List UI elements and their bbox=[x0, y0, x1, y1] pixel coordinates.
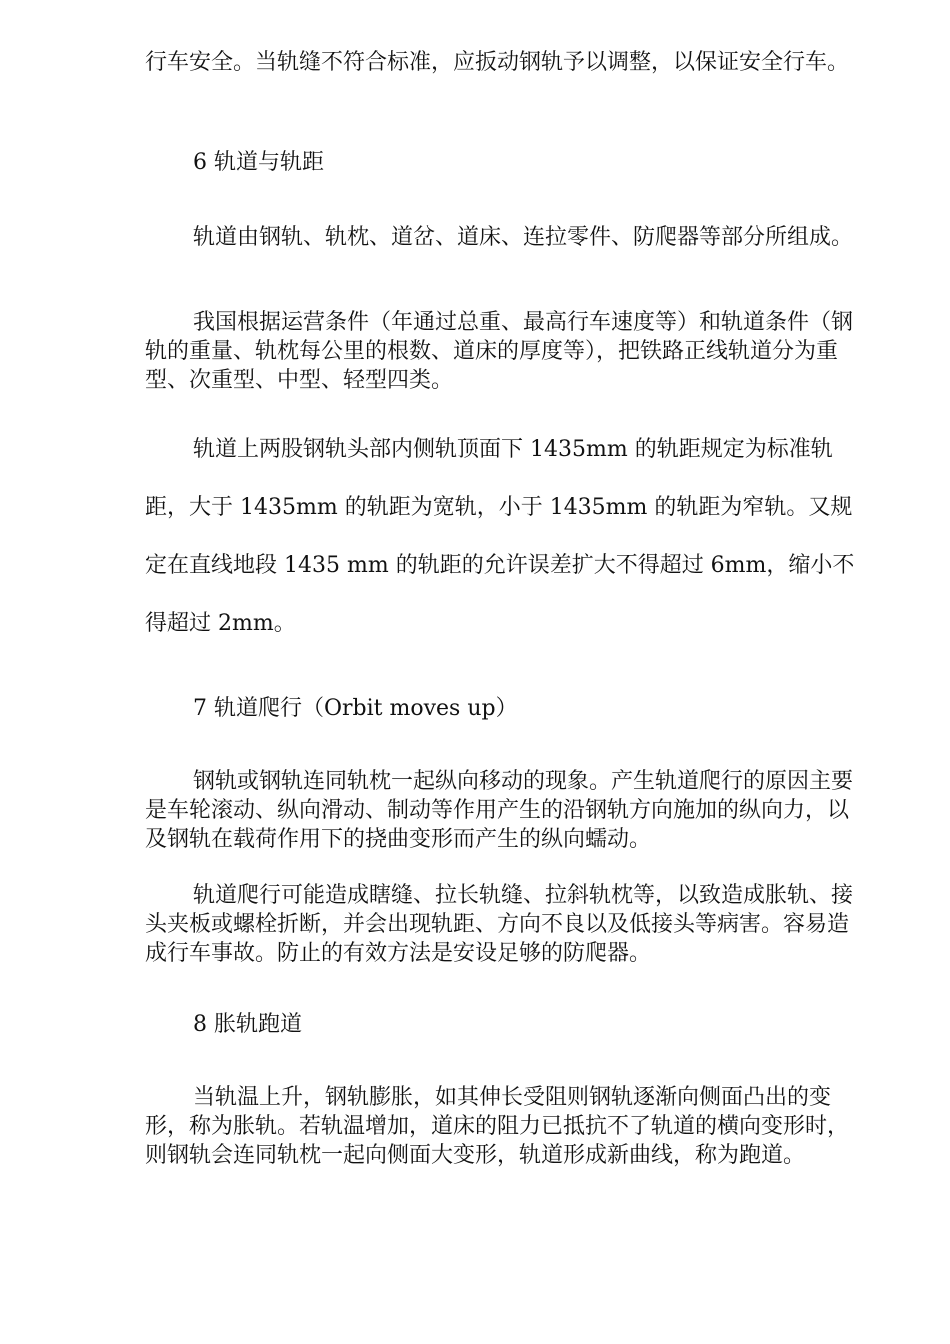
section-heading-text: 7 轨道爬行（Orbit moves up） bbox=[193, 696, 518, 721]
section-heading-text: 6 轨道与轨距 bbox=[193, 150, 324, 175]
paragraph-continuation bbox=[145, 48, 865, 77]
paragraph-creep-definition bbox=[145, 767, 865, 854]
section-heading-text: 8 胀轨跑道 bbox=[193, 1012, 302, 1037]
section-heading-8 bbox=[145, 1010, 865, 1039]
paragraph-creep-effects bbox=[145, 881, 865, 968]
paragraph-text: 当轨温上升，钢轨膨胀，如其伸长受阻则钢轨逐渐向侧面凸出的变形，称为胀轨。若轨温增加，道床的阻力已抵抗不了轨道的横向变形时，则钢轨会连同轨枕一起向侧面大变形，轨道形成新曲线，称为跑道。 bbox=[145, 1085, 850, 1168]
section-heading-6 bbox=[145, 148, 865, 177]
section-heading-7 bbox=[145, 694, 865, 723]
paragraph-text: 我国根据运营条件（年通过总重、最高行车速度等）和轨道条件（钢轨的重量、轨枕每公里的根数、道床的厚度等），把铁路正线轨道分为重型、次重型、中型、轻型四类。 bbox=[145, 310, 854, 393]
paragraph-gauge bbox=[145, 421, 865, 653]
paragraph-track-composition bbox=[145, 223, 865, 252]
paragraph-text: 行车安全。当轨缝不符合标准，应扳动钢轨予以调整，以保证安全行车。 bbox=[145, 50, 850, 75]
paragraph-buckling bbox=[145, 1083, 865, 1170]
paragraph-text: 轨道由钢轨、轨枕、道岔、道床、连拉零件、防爬器等部分所组成。 bbox=[193, 225, 854, 250]
paragraph-text: 钢轨或钢轨连同轨枕一起纵向移动的现象。产生轨道爬行的原因主要是车轮滚动、纵向滑动、制动等作用产生的沿钢轨方向施加的纵向力，以及钢轨在载荷作用下的挠曲变形而产生的纵向蠕动。 bbox=[145, 769, 854, 852]
paragraph-text: 轨道上两股钢轨头部内侧轨顶面下 1435mm 的轨距规定为标准轨距，大于 1435mm 的轨距为宽轨，小于 1435mm 的轨距为窄轨。又规定在直线地段 1435 mm 的轨距的允许误差扩大不得超过 6mm，缩小不得超过 2mm。 bbox=[145, 437, 855, 636]
paragraph-text: 轨道爬行可能造成瞎缝、拉长轨缝、拉斜轨枕等，以致造成胀轨、接头夹板或螺栓折断，并会出现轨距、方向不良以及低接头等病害。容易造成行车事故。防止的有效方法是安设足够的防爬器。 bbox=[145, 883, 854, 966]
paragraph-track-classes bbox=[145, 308, 865, 395]
